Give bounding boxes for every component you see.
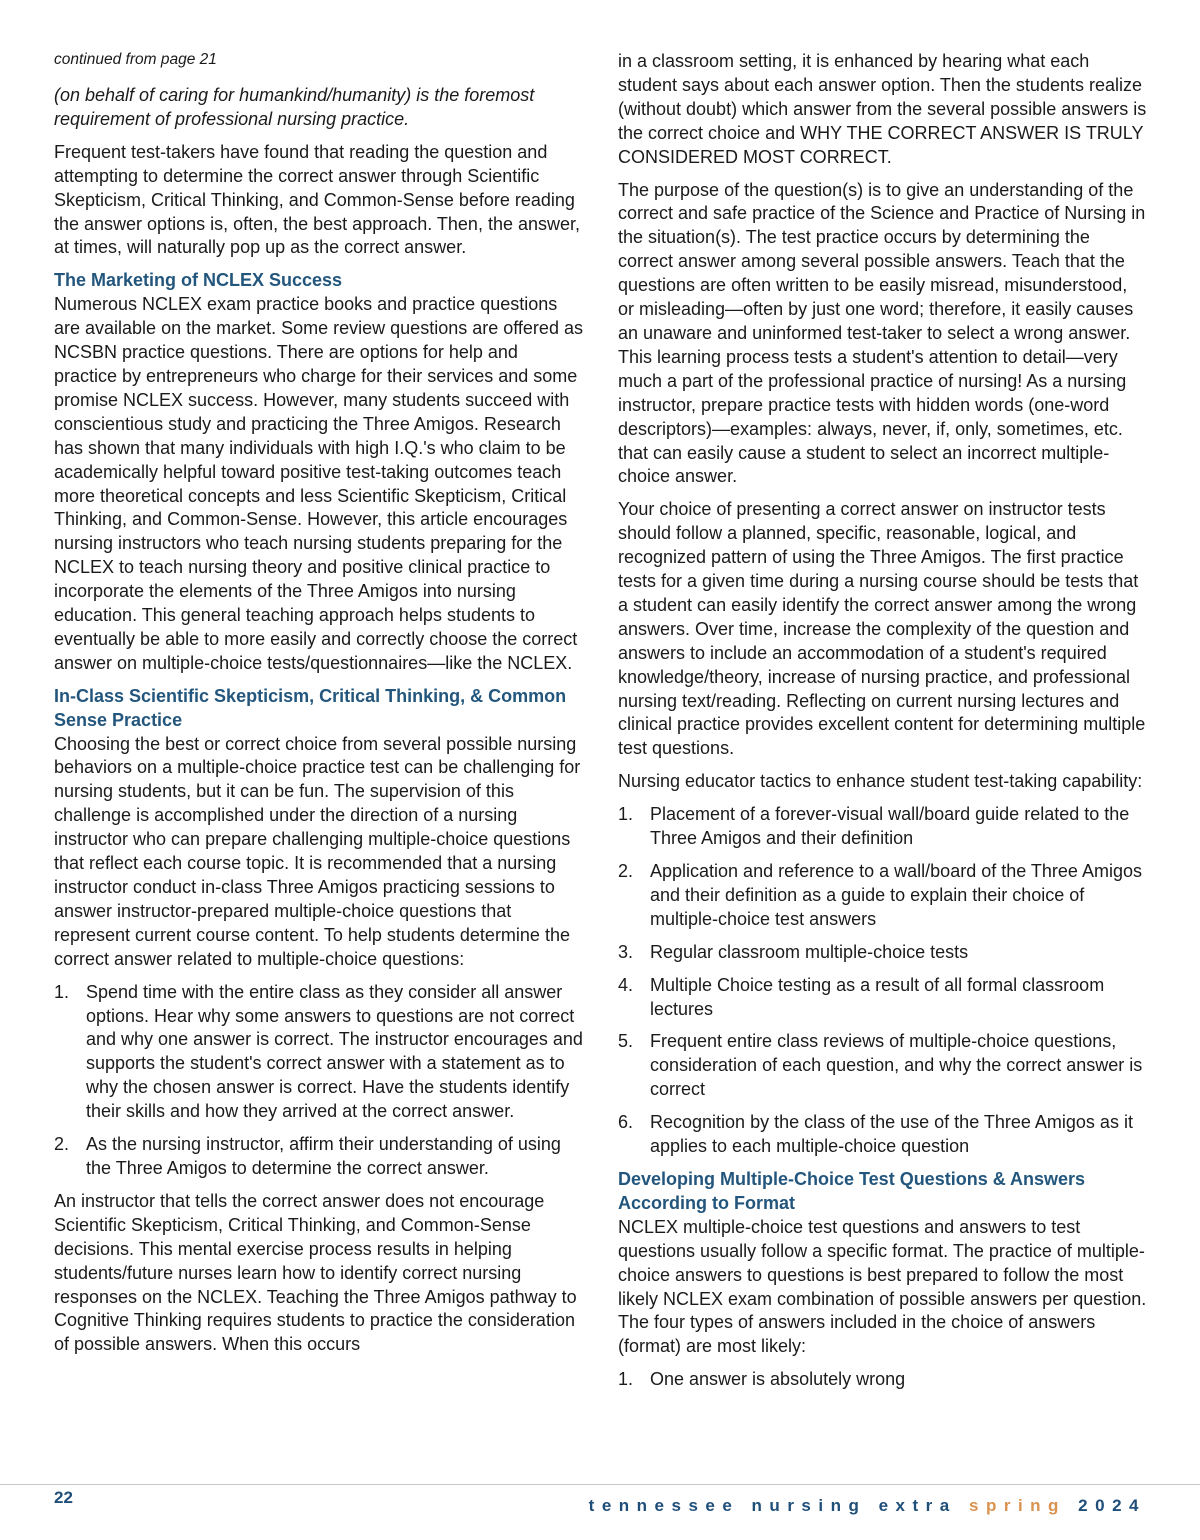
list-number: 5. (618, 1031, 634, 1052)
paragraph: Nursing educator tactics to enhance student test-taking capability: (618, 771, 1143, 792)
list-number: 3. (618, 941, 634, 962)
paragraph: The purpose of the question(s) is to give an understanding of the correct and safe practice of the Science and Practice of Nursing in the situation(s). The test practice occurs by determining the correct answer among several possible answers. Teach that the questions are often written to be easily misread, misunderstood, or misleading—often by just one word; therefore, it easily causes an unaware and uninformed test-taker to select a wrong answer. This learning process tests a student's attention to detail—very much a part of the professional practice of nursing! As a nursing instructor, prepare practice tests with hidden words (one-word descriptors)—examples: always, never, if, only, sometimes, etc. that can easily cause a student to select an incorrect multiple-choice answer. (618, 179, 1146, 487)
list-text: As the nursing instructor, affirm their understanding of using the Three Amigos to determine the correct answer. (86, 1134, 561, 1178)
list-text: Recognition by the class of the use of the Three Amigos as it applies to each multiple-choice question (650, 1112, 1133, 1157)
list-item (618, 1111, 1148, 1159)
paragraph: in a classroom setting, it is enhanced by hearing what each student says about each answer option. Then the students realize (without doubt) which answer from the several possible answers is the correct choice and WHY THE CORRECT ANSWER IS TRULY CONSIDERED MOST CORRECT. (618, 51, 1147, 167)
issue-year: 2024 (1078, 1496, 1146, 1515)
list-number: 2. (618, 861, 634, 881)
list-item (54, 1133, 584, 1181)
paragraph: Your choice of presenting a correct answer on instructor tests should follow a planned, specific, reasonable, logical, and recognized pattern of using the Three Amigos. The first practice tests for a given time during a nursing course should be tests that a student can easily identify the correct answer among the wrong answers. Over time, increase the complexity of the question and answers to include an accommodation of a student's required knowledge/theory, increase of nursing practice, and professional nursing text/reading. Reflecting on current nursing lectures and clinical practice provides excellent content for determining multiple test questions. (618, 499, 1146, 759)
list-text: Regular classroom multiple-choice tests (650, 941, 969, 962)
publication-name: tennessee nursing extra (588, 1496, 957, 1515)
list-item (618, 1368, 1148, 1392)
paragraph: An instructor that tells the correct answer does not encourage Scientific Skepticism, Critical Thinking, and Common-Sense decisions. This mental exercise process results in helping students/future nurses learn how to identify correct nursing responses on the NCLEX. Teaching the Three Amigos pathway to Cognitive Thinking requires students to practice the consideration of possible answers. When this occurs (54, 1190, 577, 1355)
list-number: 1. (54, 981, 70, 1002)
section-heading: The Marketing of NCLEX Success (54, 270, 343, 291)
list-text: Spend time with the entire class as they consider all answer options. Hear why some answers to questions are not correct and why one answer is correct. The instructor encourages and supports the student's correct answer with a statement as to why the chosen answer is correct. Have the students identify their skills and how they arrived at the correct answer. (86, 981, 583, 1122)
paragraph: Choosing the best or correct choice from several possible nursing behaviors on a multiple-choice practice test can be challenging for nursing students, but it can be fun. The supervision of this challenge is accomplished under the direction of a nursing instructor who can prepare challenging multiple-choice questions that reflect each course topic. It is recommended that a nursing instructor conduct in-class Three Amigos practicing sessions to answer instructor-prepared multiple-choice questions that represent current course content. To help students determine the correct answer related to multiple-choice questions: (54, 733, 581, 969)
page-number: 22 (54, 1488, 73, 1507)
paragraph: NCLEX multiple-choice test questions and answers to test questions usually follow a specific format. The practice of multiple-choice answers to questions is best prepared to follow the most likely NCLEX exam combination of possible answers per question. The four types of answers included in the choice of answers (format) are most likely: (618, 1216, 1147, 1357)
left-column (54, 48, 584, 1366)
numbered-list (54, 981, 584, 1181)
paragraph: Frequent test-takers have found that reading the question and attempting to determine the correct answer through Scientific Skepticism, Critical Thinking, and Common-Sense before reading the answer options is, often, the best approach. Then, the answer, at times, will naturally pop up as the correct answer. (54, 141, 580, 258)
list-number: 6. (618, 1112, 634, 1133)
list-number: 2. (54, 1134, 70, 1155)
numbered-list (618, 803, 1148, 1159)
list-text: One answer is absolutely wrong (650, 1369, 906, 1390)
list-item (618, 941, 1148, 965)
numbered-list (618, 1368, 1148, 1392)
footer-masthead (589, 1496, 1146, 1516)
list-item (618, 974, 1148, 1022)
issue-season: spring (968, 1496, 1066, 1515)
intro-italic: (on behalf of caring for humankind/humanity) is the foremost requirement of professional nursing practice. (54, 85, 535, 129)
list-item (618, 803, 1148, 851)
list-item (54, 981, 584, 1124)
list-number: 4. (618, 974, 634, 995)
list-item (618, 860, 1148, 932)
continued-note: continued from page 21 (54, 51, 217, 68)
paragraph: Numerous NCLEX exam practice books and practice questions are available on the market. Some review questions are offered as NCSBN practice questions. There are options for help and practice by entrepreneurs who charge for their services and some promise NCLEX success. However, many students succeed with conscientious study and practicing the Three Amigos. Research has shown that many individuals with high I.Q.'s who claim to be academically helpful toward positive test-taking outcomes teach more theoretical concepts and less Scientific Skepticism, Critical Thinking, and Common-Sense. However, this article encourages nursing instructors who teach nursing students preparing for the NCLEX to teach nursing theory and positive clinical practice to incorporate the elements of the Three Amigos into nursing education. This general teaching approach helps students to eventually be able to more easily and correctly choose the correct answer on multiple-choice tests/questionnaires—like the NCLEX. (54, 294, 583, 673)
list-item (618, 1030, 1148, 1102)
section-heading: Developing Multiple-Choice Test Questions & Answers According to Format (618, 1168, 1086, 1213)
list-number: 1. (618, 804, 634, 825)
list-text: Placement of a forever-visual wall/board guide related to the Three Amigos and their definition (650, 804, 1130, 849)
list-text: Multiple Choice testing as a result of all formal classroom lectures (650, 974, 1105, 1019)
list-text: Frequent entire class reviews of multiple-choice questions, consideration of each question, and why the correct answer is correct (650, 1031, 1143, 1100)
list-number: 1. (618, 1369, 634, 1390)
list-text: Application and reference to a wall/board of the Three Amigos and their definition as a guide to explain their choice of multiple-choice test answers (650, 861, 1142, 929)
footer-divider (0, 1484, 1200, 1485)
right-column (618, 50, 1148, 1401)
section-heading: In-Class Scientific Skepticism, Critical Thinking, & Common Sense Practice (54, 685, 567, 730)
